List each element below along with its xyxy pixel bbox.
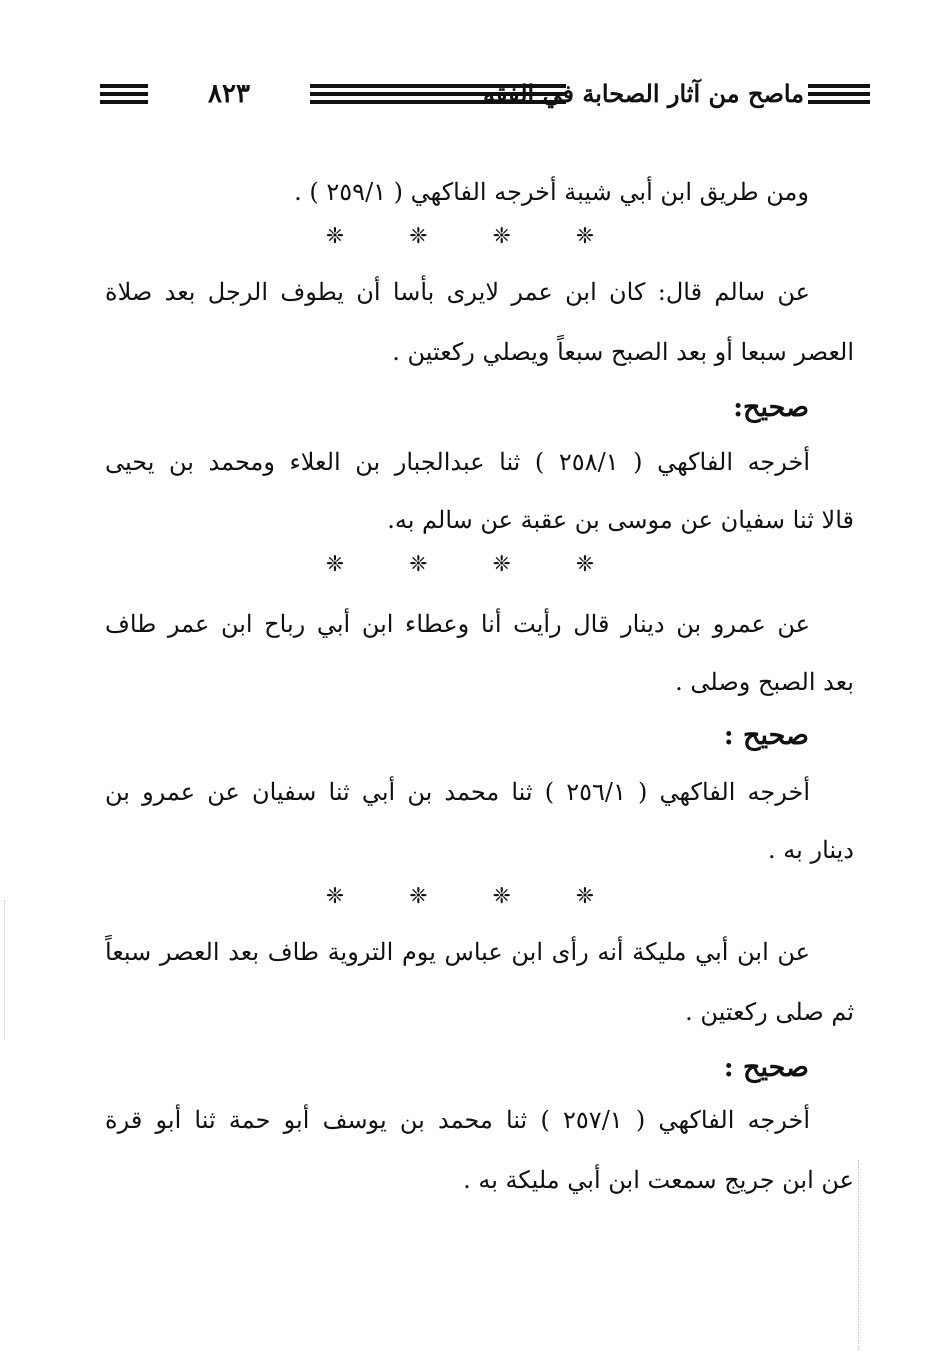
page-number: ٨٢٣: [208, 79, 250, 109]
star-ornament-icon: ❈: [492, 552, 511, 577]
verdict-heading: صحيح:: [733, 392, 809, 423]
text-line: العصر سبعا أو بعد الصبح سبعاً ويصلي ركعتين .: [392, 338, 854, 366]
text-line: ومن طريق ابن أبي شيبة أخرجه الفاكهي ( ٢٥٩/١ ) .: [294, 178, 809, 206]
scan-margin-dots: [856, 1160, 859, 1350]
star-ornament-icon: ❈: [492, 224, 511, 249]
ornament-separator: [320, 550, 600, 580]
page-header: [100, 74, 870, 114]
source-line: عن ابن جريج سمعت ابن أبي مليكة به .: [463, 1166, 854, 1194]
star-ornament-icon: ❈: [325, 552, 345, 577]
star-ornament-icon: ❈: [575, 224, 595, 249]
text-line: عن عمرو بن دينار قال رأيت أنا وعطاء ابن أبي رباح ابن عمر طاف: [105, 610, 810, 638]
header-rule-left: [100, 81, 148, 107]
source-line: أخرجه الفاكهي ( ٢٥٨/١ ) ثنا عبدالجبار بن العلاء ومحمد بن يحيى: [105, 448, 811, 476]
source-line: أخرجه الفاكهي ( ٢٥٦/١ ) ثنا محمد بن أبي ثنا سفيان عن عمرو بن: [105, 778, 810, 806]
star-ornament-icon: ❈: [325, 884, 345, 909]
running-title: ماصح من آثار الصحابة في الفقه: [483, 79, 804, 108]
verdict-heading: صحيح :: [723, 1052, 809, 1083]
text-line: عن سالم قال: كان ابن عمر لايرى بأسا أن يطوف الرجل بعد صلاة: [105, 278, 810, 306]
source-line: قالا ثنا سفيان عن موسى بن عقبة عن سالم به.: [387, 506, 854, 534]
verdict-heading: صحيح :: [723, 720, 809, 751]
text-line: ثم صلى ركعتين .: [685, 998, 854, 1026]
star-ornament-icon: ❈: [492, 884, 511, 909]
ornament-separator: [320, 222, 600, 252]
source-line: دينار به .: [768, 836, 854, 864]
text-line: بعد الصبح وصلى .: [675, 668, 854, 696]
source-line: أخرجه الفاكهي ( ٢٥٧/١ ) ثنا محمد بن يوسف أبو حمة ثنا أبو قرة: [105, 1106, 811, 1134]
scan-edge-dots: [4, 900, 7, 1040]
star-ornament-icon: ❈: [409, 552, 428, 577]
star-ornament-icon: ❈: [409, 224, 428, 249]
ornament-separator: [320, 882, 600, 912]
star-ornament-icon: ❈: [575, 884, 595, 909]
text-line: عن ابن أبي مليكة أنه رأى ابن عباس يوم التروية طاف بعد العصر سبعاً: [105, 938, 810, 966]
header-rule-right: [808, 81, 870, 107]
star-ornament-icon: ❈: [325, 224, 345, 249]
star-ornament-icon: ❈: [575, 552, 595, 577]
star-ornament-icon: ❈: [409, 884, 428, 909]
